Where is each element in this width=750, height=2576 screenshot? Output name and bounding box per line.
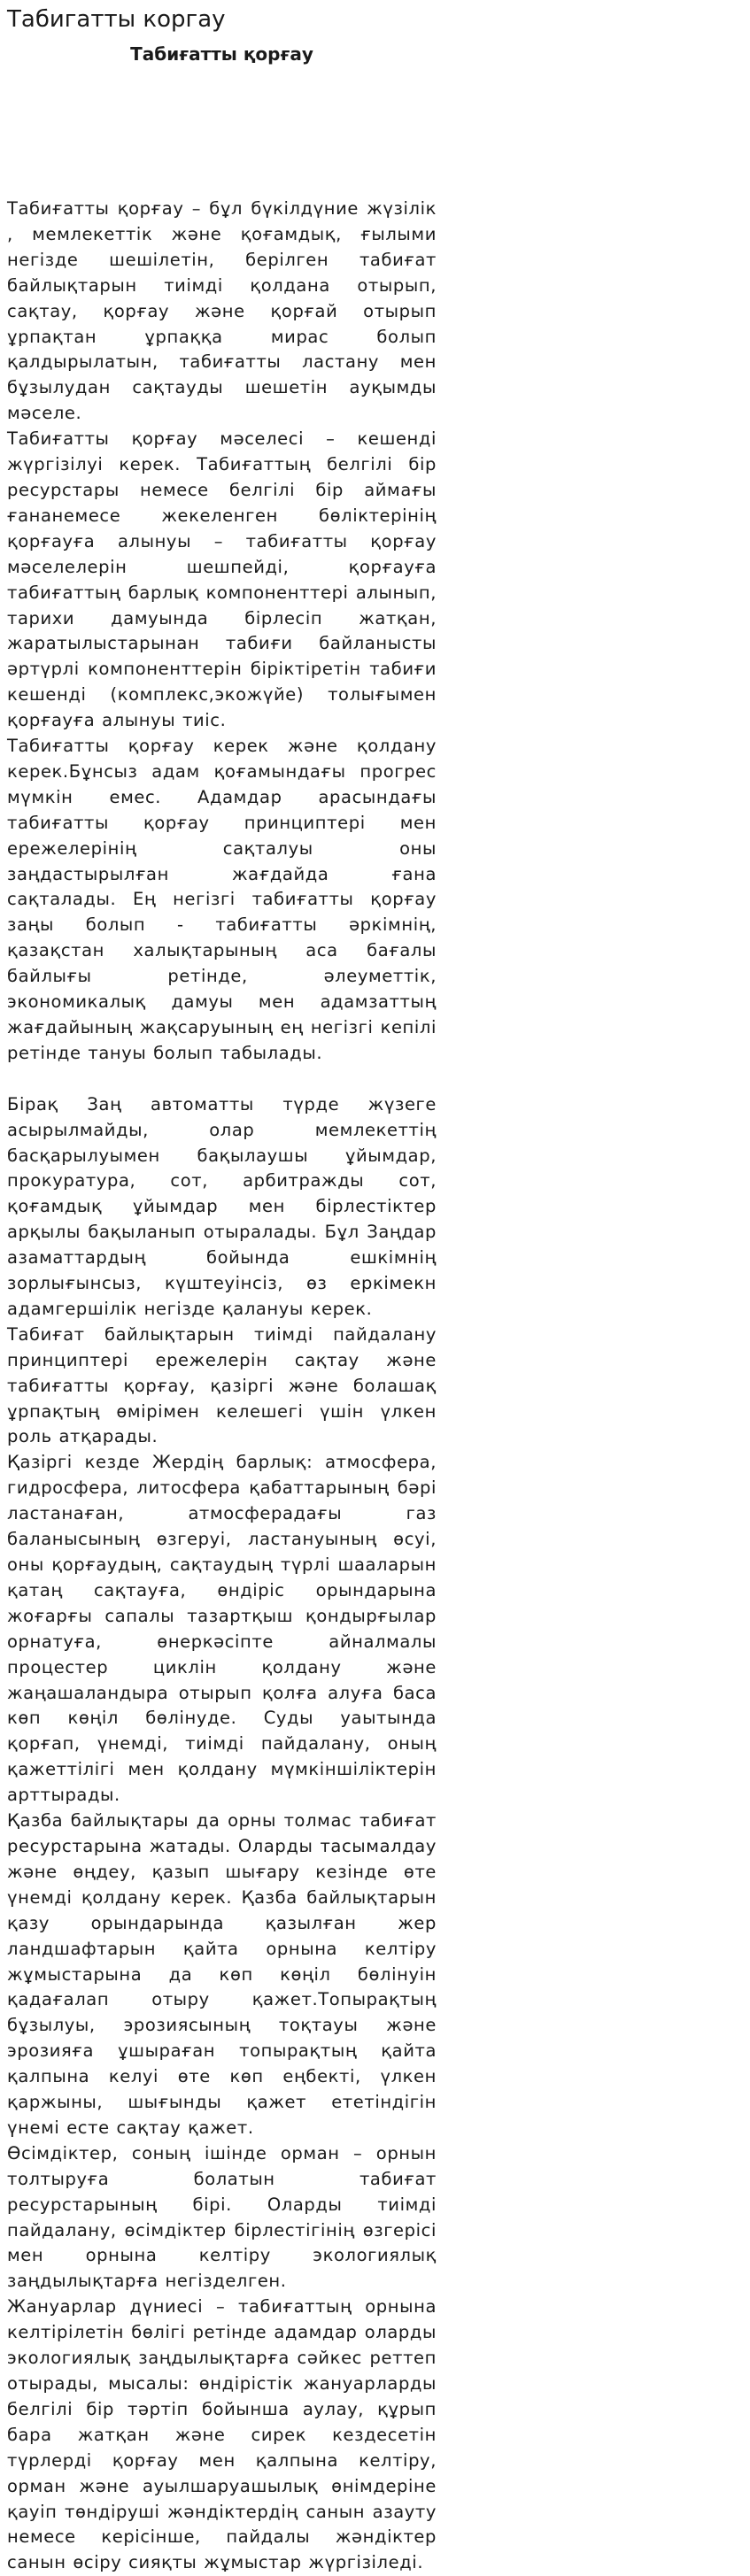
paragraph: Өсімдіктер, соның ішінде орман – орнын толтыруға болатын табиғат ресурстарының бірі. Оларды тиімді пайдалану, өсімдіктер бірлестігінің өзгерісі мен орнына келтіру экологиялық заңдылықтарға негізделген. <box>7 2142 437 2292</box>
paragraph: Жануарлар дүниесі – табиғаттың орнына келтірілетін бөлігі ретінде адамдар оларды экологиялық заңдылықтарға сәйкес реттеп отырады, мысалы: өндірістік жануарларды белгілі бір тәртіп бойынша аулау, құрып бара жатқан және сирек кездесетін түрлерді қорғау мен қалпына келтіру, орман және ауылшаруашылық өнімдеріне қауіп төндіруші жәндіктердің санын азауту немесе керісінше, пайдалы жәндіктер санын өсіру сияқты жұмыстар жүргізіледі. <box>7 2296 437 2573</box>
paragraph: Табиғатты қорғау – бұл бүкілдүние жүзілік , мемлекеттік және қоғамдық, ғылыми негізде шешілетін, берілген табиғат байлықтарын тиімді қолдана отырып, сақтау, қорғау және қорғай отырып ұрпақтан ұрпаққа мирас болып қалдырылатын, табиғатты ластану мен бұзылудан сақтауды шешетін ауқымды мәселе. <box>7 198 437 424</box>
document-title: Табиғатты қорғау <box>130 43 313 65</box>
document-body <box>7 197 437 2576</box>
paragraph-spacer <box>7 1067 437 1092</box>
paragraph: Қазіргі кезде Жердің барлық: атмосфера, гидросфера, литосфера қабаттарының бәрі ластанаған, атмосферадағы газ баланысының өзгеруі, ластануының өсуі, оны қорғаудың, сақтаудың түрлі шааларын қатаң сақтауға, өндіріс орындарына жоғарғы сапалы тазартқыш қондырғылар орнатуға, өнеркәсіпте айналмалы процестер циклін қолдану және жаңашаландыра отырып қолға алуға баса көп көңіл бөлінуде. Суды уаытында қорғап, үнемді, тиімді пайдалану, оның қажеттілігі мен қолдану мүмкіншіліктерін арттырады. <box>7 1452 437 1806</box>
paragraph: Табиғатты қорғау мәселесі – кешенді жүргізілуі керек. Табиғаттың белгілі бір ресурстары немесе белгілі бір аймағы ғананемесе жекеленген бөліктерінің қорғауға алынуы – табиғатты қорғау мәселелерін шешпейді, қорғауға табиғаттың барлық компоненттері алынып, тарихи дамуында бірлесіп жатқан, жаратылыстарынан табиғи байланысты әртүрлі компоненттерін біріктіретін табиғи кешенді (комплекс,экожүйе) толығымен қорғауға алынуы тиіс. <box>7 428 437 731</box>
paragraph: Бірақ Заң автоматты түрде жүзеге асырылмайды, олар мемлекеттің басқарылуымен бақылаушы ұйымдар, прокуратура, сот, арбитражды сот, қоғамдық ұйымдар мен бірлестіктер арқылы бақыланып отыралады. Бұл Заңдар азаматтардың бойында ешкімнің зорлығынсыз, күштеуінсіз, өз еркімекн адамгершілік негізде қалануы керек. <box>7 1093 437 1319</box>
paragraph: Табиғат байлықтарын тиімді пайдалану принциптері ережелерін сақтау және табиғатты қорғау, қазіргі және болашақ ұрпақтың өмірімен келешегі үшін үлкен роль атқарады. <box>7 1323 437 1447</box>
paragraph: Табиғатты қорғау керек және қолдану керек.Бұнсыз адам қоғамындағы прогрес мүмкін емес. Адамдар арасындағы табиғатты қорғау принциптері мен ережелерінің сақталуы оны заңдастырылған жағдайда ғана сақталады. Ең негізгі табиғатты қорғау заңы болып - табиғатты әркімнің, қазақстан халықтарының аса бағалы байлығы ретінде, әлеуметтік, экономикалық дамуы мен адамзаттың жағдайының жақсаруының ең негізгі кепілі ретінде тануы болып табылады. <box>7 736 437 1063</box>
page-header-title: Табигатты коргау <box>7 6 226 33</box>
paragraph: Қазба байлықтары да орны толмас табиғат ресурстарына жатады. Оларды тасымалдау және өңдеу, қазып шығару кезінде өте үнемді қолдану керек. Қазба байлықтарын қазу орындарында қазылған жер ландшафтарын қайта орнына келтіру жұмыстарына да көп көңіл бөлінуін қадағалап отыру қажет.Топырақтың бұзылуы, эрозиясының тоқтауы және эрозияға ұшыраған топырақтың қайта қалпына келуі өте көп еңбекті, үлкен қаржыны, шығынды қажет ететіндігін үнемі есте сақтау қажет. <box>7 1810 437 2138</box>
